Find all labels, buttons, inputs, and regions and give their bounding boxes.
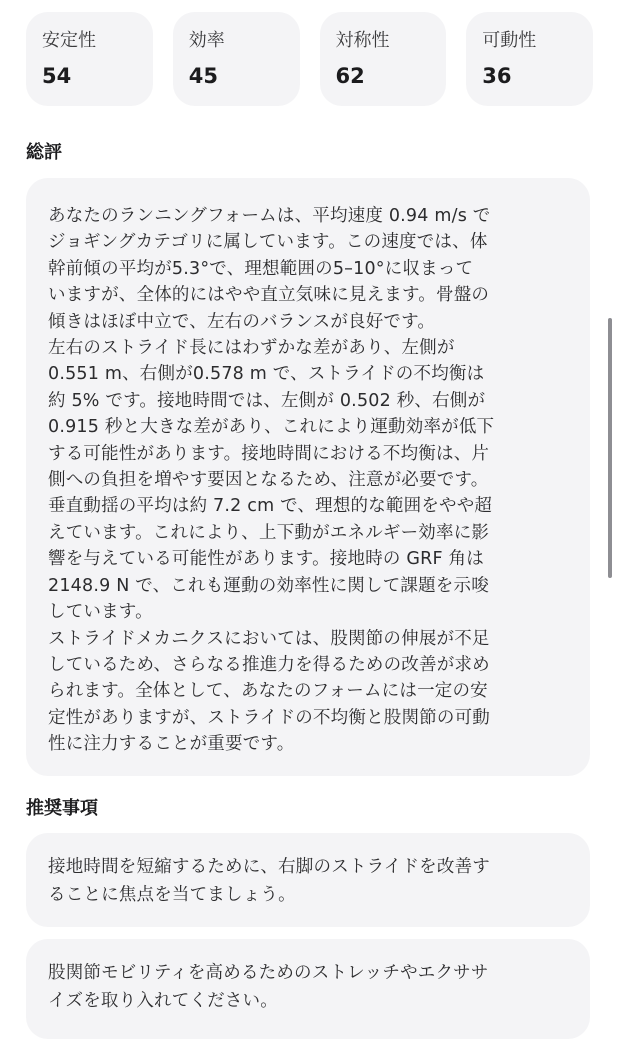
recommendation-card: [26, 833, 590, 927]
metric-card-stability: [26, 12, 153, 106]
metric-value: 36: [482, 64, 512, 88]
metric-card-efficiency: [173, 12, 300, 106]
scrollbar[interactable]: [608, 318, 612, 578]
recommendation-text: 股関節モビリティを高めるためのストレッチやエクササ イズを取り入れてください。: [48, 963, 489, 1011]
metric-label: 可動性: [482, 30, 537, 51]
metrics-row: [26, 12, 593, 106]
recommendations-heading: 推奨事項: [26, 798, 98, 819]
metric-label: 効率: [188, 30, 225, 51]
summary-card: [26, 178, 590, 776]
summary-text: あなたのランニングフォームは、平均速度 0.94 m/s で ジョギングカテゴリに属しています。この速度では、体 幹前傾の平均が5.3°で、理想範囲の5–10°に収まって いますが、全体的にはやや直立気味に見えます。骨盤の 傾きはほぼ中立で、左右のバランスが良好です。 左右のストライド長にはわずかな差があり、左側が 0.551 m、右側が0.578 m で、ストライドの不均衡は 約 5% です。接地時間では、左側が 0.502 秒、右側が 0.915 秒と大きな差があり、これにより運動効率が低下 する可能性があります。接地時間における不均衡は、片 側への負担を増やす要因となるため、注意が必要です。 垂直動揺の平均は約 7.2 cm で、理想的な範囲をやや超 えています。これにより、上下動がエネルギー効率に影 響を与えている可能性があります。接地時の GRF 角は 2148.9 N で、これも運動の効率性に関して課題を示唆 しています。 ストライドメカニクスにおいては、股関節の伸展が不足 しているため、さらなる推進力を得るための改善が求め られます。全体として、あなたのフォームには一定の安 定性がありますが、ストライドの不均衡と股関節の可動 性に注力することが重要です。: [48, 206, 495, 755]
metric-card-mobility: [466, 12, 593, 106]
summary-heading: 総評: [26, 142, 62, 163]
metric-value: 45: [188, 64, 218, 88]
metric-card-symmetry: [320, 12, 447, 106]
recommendation-text: 接地時間を短縮するために、右脚のストライドを改善す ることに焦点を当てましょう。: [48, 857, 490, 905]
metric-label: 安定性: [42, 30, 96, 51]
metric-label: 対称性: [335, 30, 390, 51]
metric-value: 62: [335, 64, 365, 88]
metric-value: 54: [42, 64, 72, 88]
recommendation-card: [26, 939, 590, 1039]
